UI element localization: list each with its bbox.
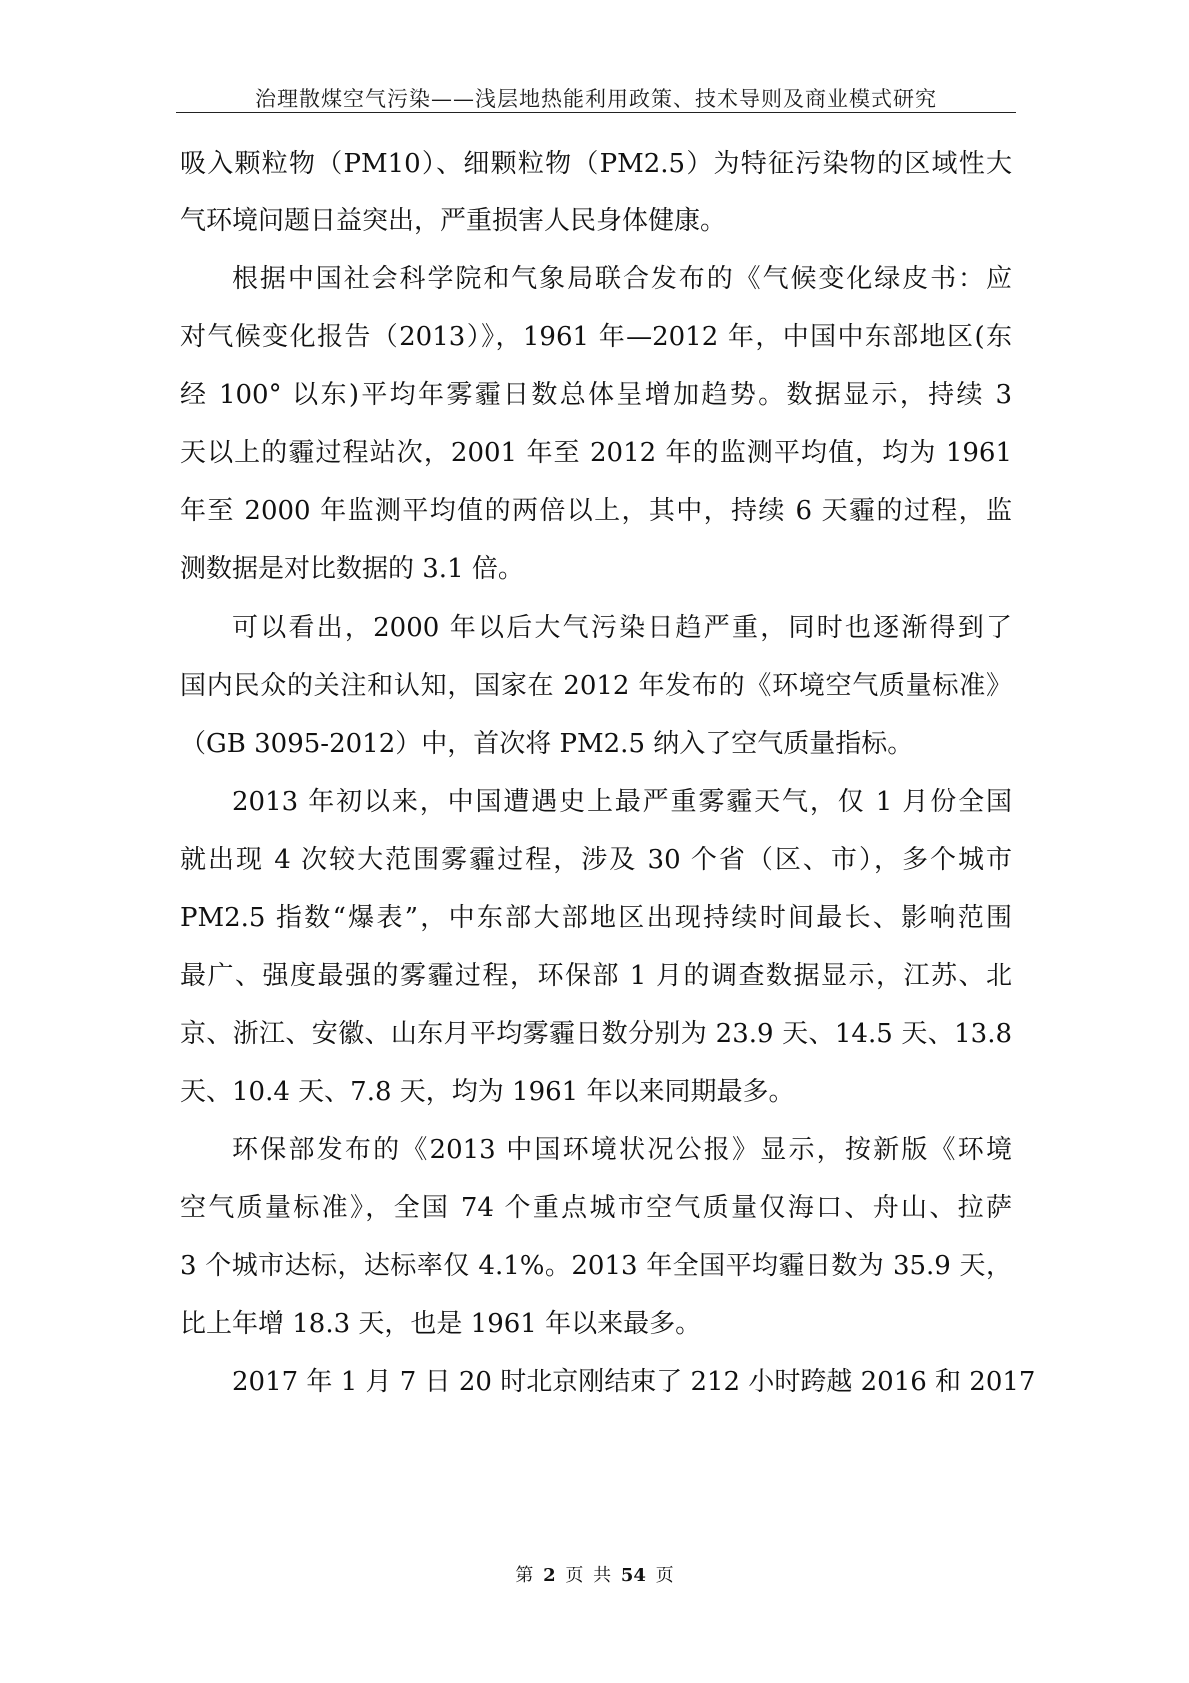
text-line: 2017 年 1 月 7 日 20 时北京刚结束了 212 小时跨越 2016 和 2017: [232, 1367, 1036, 1397]
text-line: PM2.5 指数“爆表”，中东部大部地区出现持续时间最长、影响范围: [180, 903, 1012, 933]
running-header: 治理散煤空气污染——浅层地热能利用政策、技术导则及商业模式研究: [255, 87, 937, 111]
text-line: 年至 2000 年监测平均值的两倍以上，其中，持续 6 天霾的过程，监: [180, 496, 1012, 526]
text-line: 天、10.4 天、7.8 天，均为 1961 年以来同期最多。: [180, 1077, 795, 1107]
text-line: 测数据是对比数据的 3.1 倍。: [180, 554, 524, 584]
text-line: 国内民众的关注和认知，国家在 2012 年发布的《环境空气质量标准》: [180, 671, 1012, 701]
text-line: 吸入颗粒物（PM10）、细颗粒物（PM2.5）为特征污染物的区域性大: [180, 149, 1012, 179]
text-line: 就出现 4 次较大范围雾霾过程，涉及 30 个省（区、市），多个城市: [180, 845, 1012, 875]
text-line: 环保部发布的《2013 中国环境状况公报》显示，按新版《环境: [232, 1135, 1012, 1165]
text-line: 2013 年初以来，中国遭遇史上最严重雾霾天气，仅 1 月份全国: [232, 787, 1012, 817]
text-line: 3 个城市达标，达标率仅 4.1%。2013 年全国平均霾日数为 35.9 天，: [180, 1251, 1012, 1281]
text-line: 最广、强度最强的雾霾过程，环保部 1 月的调查数据显示，江苏、北: [180, 961, 1012, 991]
text-line: 可以看出，2000 年以后大气污染日趋严重，同时也逐渐得到了: [232, 613, 1012, 643]
header-divider: [176, 112, 1016, 113]
page-mid: 页 共: [565, 1565, 612, 1586]
text-line: 天以上的霾过程站次，2001 年至 2012 年的监测平均值，均为 1961: [180, 438, 1012, 468]
text-line: 经 100° 以东)平均年雾霾日数总体呈增加趋势。数据显示，持续 3: [180, 380, 1012, 410]
page-suffix: 页: [655, 1565, 674, 1586]
page-number: 2: [543, 1565, 556, 1586]
text-line: 对气候变化报告（2013）》，1961 年—2012 年，中国中东部地区(东: [180, 322, 1012, 352]
page-total: 54: [620, 1565, 646, 1586]
text-line: 京、浙江、安徽、山东月平均雾霾日数分别为 23.9 天、14.5 天、13.8: [180, 1019, 1012, 1049]
page-prefix: 第: [515, 1565, 534, 1586]
text-line: 根据中国社会科学院和气象局联合发布的《气候变化绿皮书：应: [232, 264, 1012, 294]
text-line: 空气质量标准》，全国 74 个重点城市空气质量仅海口、舟山、拉萨: [180, 1193, 1012, 1223]
text-line: 比上年增 18.3 天，也是 1961 年以来最多。: [180, 1309, 702, 1339]
text-line: （GB 3095-2012）中，首次将 PM2.5 纳入了空气质量指标。: [180, 729, 914, 759]
text-line: 气环境问题日益突出，严重损害人民身体健康。: [180, 206, 727, 236]
page-footer: [0, 1562, 1189, 1590]
